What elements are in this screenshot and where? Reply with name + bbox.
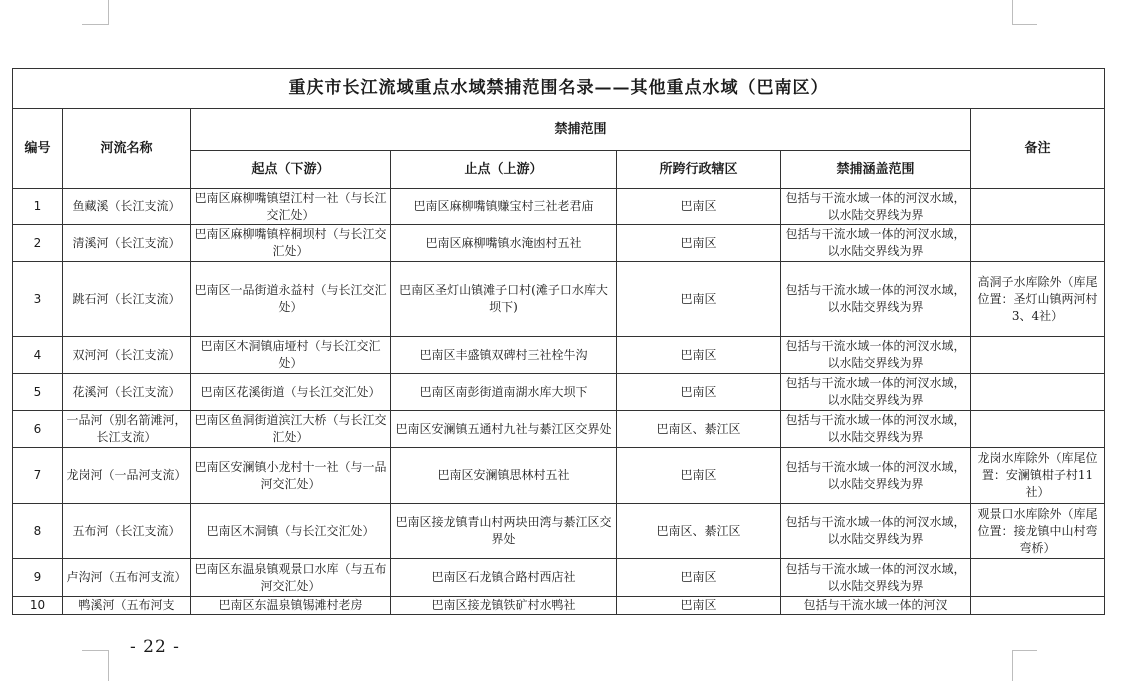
- cell-district: 巴南区: [617, 189, 781, 225]
- cell-num: 9: [13, 559, 63, 597]
- cell-district: 巴南区: [617, 225, 781, 262]
- cell-coverage: 包括与干流水域一体的河汊水域，以水陆交界线为界: [781, 504, 971, 559]
- table-title: 重庆市长江流域重点水域禁捕范围名录——其他重点水域（巴南区）: [13, 69, 1105, 109]
- cell-note: 观景口水库除外（库尾位置：接龙镇中山村弯弯桥）: [971, 504, 1105, 559]
- cell-end: 巴南区接龙镇青山村两块田湾与綦江区交界处: [391, 504, 617, 559]
- header-district: 所跨行政辖区: [617, 151, 781, 189]
- cell-coverage: 包括与干流水域一体的河汊水域，以水陆交界线为界: [781, 374, 971, 411]
- cell-coverage: 包括与干流水域一体的河汊水域，以水陆交界线为界: [781, 189, 971, 225]
- table-body: [13, 69, 1105, 615]
- cell-district: 巴南区: [617, 262, 781, 337]
- cell-river: 一品河（别名箭滩河，长江支流）: [63, 411, 191, 448]
- cell-coverage: 包括与干流水域一体的河汊水域，以水陆交界线为界: [781, 337, 971, 374]
- cell-end: 巴南区接龙镇铁矿村水鸭社: [391, 597, 617, 615]
- cell-district: 巴南区: [617, 374, 781, 411]
- cell-num: 1: [13, 189, 63, 225]
- cell-num: 3: [13, 262, 63, 337]
- cell-river: 清溪河（长江支流）: [63, 225, 191, 262]
- table-row: [13, 374, 1105, 411]
- cell-note: [971, 189, 1105, 225]
- cell-end: 巴南区麻柳嘴镇水淹凼村五社: [391, 225, 617, 262]
- cell-note: [971, 411, 1105, 448]
- title-row: [13, 69, 1105, 109]
- table-row: [13, 337, 1105, 374]
- cell-start: 巴南区麻柳嘴镇望江村一社（与长江交汇处）: [191, 189, 391, 225]
- table-row: [13, 189, 1105, 225]
- cell-start: 巴南区木洞镇庙垭村（与长江交汇处）: [191, 337, 391, 374]
- cell-coverage: 包括与干流水域一体的河汊: [781, 597, 971, 615]
- cell-end: 巴南区麻柳嘴镇赚宝村三社老君庙: [391, 189, 617, 225]
- cell-river: 双河河（长江支流）: [63, 337, 191, 374]
- cell-river: 五布河（长江支流）: [63, 504, 191, 559]
- cell-river: 跳石河（长江支流）: [63, 262, 191, 337]
- cell-note: [971, 374, 1105, 411]
- cell-end: 巴南区安澜镇思林村五社: [391, 448, 617, 504]
- cell-num: 7: [13, 448, 63, 504]
- cell-coverage: 包括与干流水域一体的河汊水域，以水陆交界线为界: [781, 225, 971, 262]
- cell-note: [971, 597, 1105, 615]
- cell-start: 巴南区鱼洞街道滨江大桥（与长江交汇处）: [191, 411, 391, 448]
- header-end: 止点（上游）: [391, 151, 617, 189]
- cell-num: 8: [13, 504, 63, 559]
- page-number: - 22 -: [130, 637, 180, 657]
- cell-start: 巴南区麻柳嘴镇梓桐坝村（与长江交汇处）: [191, 225, 391, 262]
- cell-note: 高洞子水库除外（库尾位置：圣灯山镇两河村3、4社）: [971, 262, 1105, 337]
- crop-mark-top-left: [82, 0, 109, 25]
- table-row: [13, 504, 1105, 559]
- crop-mark-top-right: [1012, 0, 1037, 25]
- table-row: [13, 559, 1105, 597]
- cell-note: [971, 337, 1105, 374]
- header-river: 河流名称: [63, 109, 191, 189]
- table-row: [13, 262, 1105, 337]
- cell-end: 巴南区圣灯山镇滩子口村(滩子口水库大坝下): [391, 262, 617, 337]
- table-row: [13, 597, 1105, 615]
- cell-district: 巴南区: [617, 559, 781, 597]
- cell-river: 鸭溪河（五布河支: [63, 597, 191, 615]
- crop-mark-bottom-left: [82, 650, 109, 681]
- fishing-ban-table: [12, 68, 1105, 615]
- cell-district: 巴南区、綦江区: [617, 504, 781, 559]
- cell-river: 卢沟河（五布河支流）: [63, 559, 191, 597]
- header-num: 编号: [13, 109, 63, 189]
- cell-num: 4: [13, 337, 63, 374]
- cell-start: 巴南区东温泉镇观景口水库（与五布河交汇处）: [191, 559, 391, 597]
- cell-num: 6: [13, 411, 63, 448]
- cell-coverage: 包括与干流水域一体的河汊水域，以水陆交界线为界: [781, 448, 971, 504]
- cell-coverage: 包括与干流水域一体的河汊水域，以水陆交界线为界: [781, 411, 971, 448]
- header-note: 备注: [971, 109, 1105, 189]
- cell-start: 巴南区木洞镇（与长江交汇处）: [191, 504, 391, 559]
- crop-mark-bottom-right: [1012, 650, 1037, 681]
- cell-end: 巴南区南彭街道南湖水库大坝下: [391, 374, 617, 411]
- cell-end: 巴南区石龙镇合路村西店社: [391, 559, 617, 597]
- cell-district: 巴南区: [617, 448, 781, 504]
- cell-start: 巴南区花溪街道（与长江交汇处）: [191, 374, 391, 411]
- cell-start: 巴南区东温泉镇锡滩村老房: [191, 597, 391, 615]
- cell-river: 龙岗河（一品河支流）: [63, 448, 191, 504]
- cell-district: 巴南区、綦江区: [617, 411, 781, 448]
- header-scope: 禁捕范围: [191, 109, 971, 151]
- cell-start: 巴南区安澜镇小龙村十一社（与一品河交汇处）: [191, 448, 391, 504]
- cell-end: 巴南区安澜镇五通村九社与綦江区交界处: [391, 411, 617, 448]
- cell-note: [971, 225, 1105, 262]
- cell-river: 鱼藏溪（长江支流）: [63, 189, 191, 225]
- cell-district: 巴南区: [617, 597, 781, 615]
- cell-num: 2: [13, 225, 63, 262]
- cell-district: 巴南区: [617, 337, 781, 374]
- header-coverage: 禁捕涵盖范围: [781, 151, 971, 189]
- cell-coverage: 包括与干流水域一体的河汊水域，以水陆交界线为界: [781, 559, 971, 597]
- cell-num: 10: [13, 597, 63, 615]
- cell-end: 巴南区丰盛镇双碑村三社栓牛沟: [391, 337, 617, 374]
- cell-note: [971, 559, 1105, 597]
- cell-note: 龙岗水库除外（库尾位置：安澜镇柑子村11社）: [971, 448, 1105, 504]
- table-row: [13, 225, 1105, 262]
- table-row: [13, 411, 1105, 448]
- header-start: 起点（下游）: [191, 151, 391, 189]
- header-row-1: [13, 109, 1105, 151]
- table-row: [13, 448, 1105, 504]
- cell-start: 巴南区一品街道永益村（与长江交汇处）: [191, 262, 391, 337]
- cell-river: 花溪河（长江支流）: [63, 374, 191, 411]
- cell-num: 5: [13, 374, 63, 411]
- cell-coverage: 包括与干流水域一体的河汊水域，以水陆交界线为界: [781, 262, 971, 337]
